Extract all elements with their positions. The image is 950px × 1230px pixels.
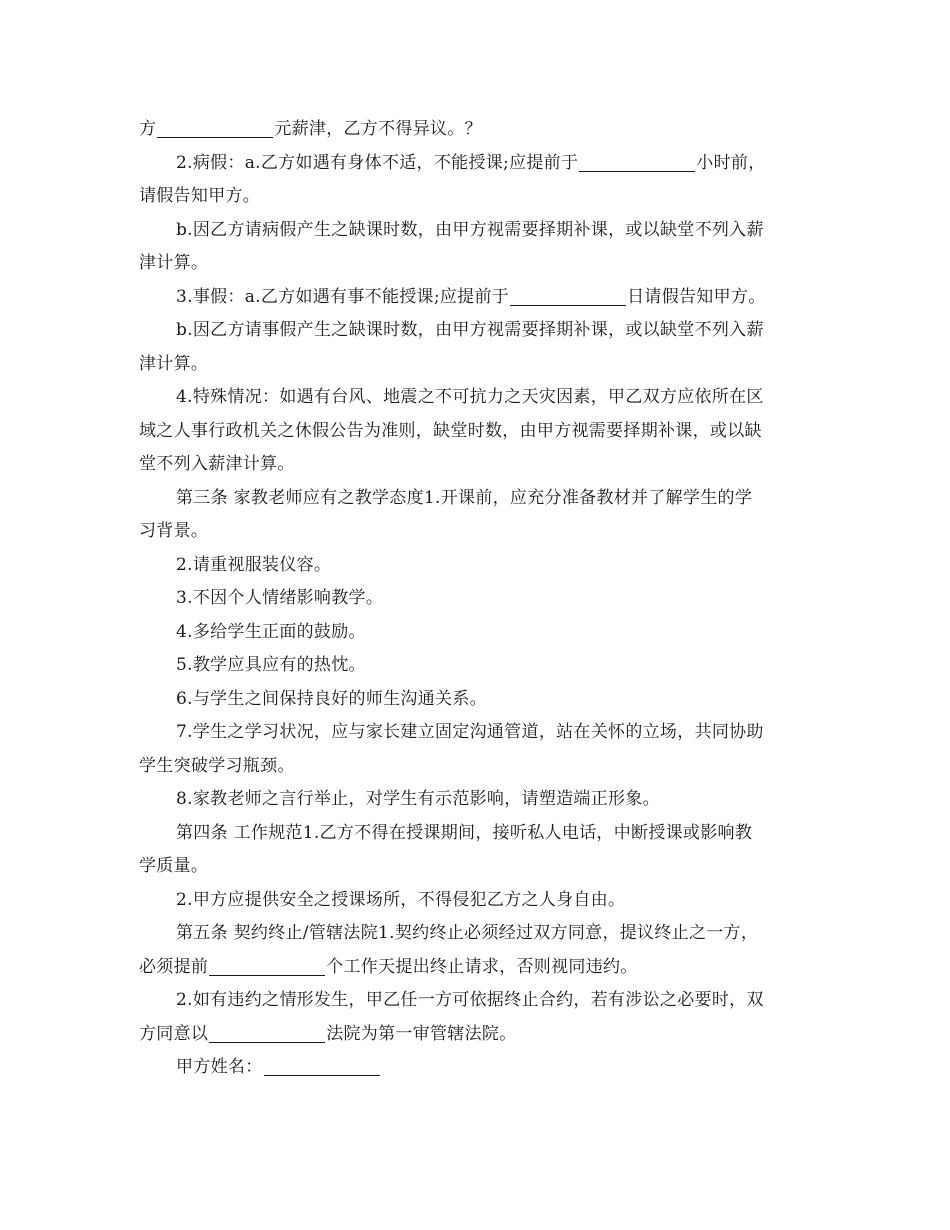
text-segment: 3.不因个人情绪影响教学。: [176, 588, 384, 608]
text-segment: 2.请重视服装仪容。: [176, 554, 332, 575]
text-segment: 津计算。: [139, 353, 209, 374]
text-line: [139, 147, 819, 181]
text-segment: 甲方姓名：: [176, 1057, 263, 1077]
text-segment: 8.家教老师之言行举止，对学生有示范影响，请塑造端正形象。: [176, 789, 660, 809]
fill-in-blank[interactable]: [157, 119, 273, 138]
text-segment: 2.甲方应提供安全之授课场所，不得侵犯乙方之人身自由。: [176, 889, 626, 910]
text-line: [139, 817, 819, 851]
text-line: [139, 884, 819, 918]
text-segment: 2.病假：a.乙方如遇有身体不适，不能授课;应提前于: [176, 152, 579, 173]
text-segment: 法院为第一审管辖法院。: [326, 1023, 517, 1044]
text-segment: 元薪津，乙方不得异议。？: [274, 119, 482, 139]
text-line: [139, 180, 819, 214]
text-segment: 4.多给学生正面的鼓励。: [176, 621, 366, 642]
text-line: [139, 951, 819, 985]
text-segment: 第四条 工作规范1.乙方不得在授课期间，接听私人电话，中断授课或影响教: [176, 822, 753, 843]
text-line: [139, 214, 819, 248]
text-line: [139, 616, 819, 650]
text-line: [139, 750, 819, 784]
text-line: [139, 515, 819, 549]
text-segment: 5.教学应具应有的热忱。: [176, 655, 366, 675]
fill-in-blank[interactable]: [264, 1057, 380, 1076]
text-segment: 第三条 家教老师应有之教学态度1.开课前，应充分准备教材并了解学生的学: [176, 487, 753, 508]
text-line: [139, 381, 819, 415]
fill-in-blank[interactable]: [510, 287, 626, 306]
text-segment: 学质量。: [139, 856, 209, 876]
text-segment: 2.如有违约之情形发生，甲乙任一方可依据终止合约，若有涉讼之必要时，双: [176, 990, 764, 1010]
text-line: [139, 348, 819, 382]
text-segment: 域之人事行政机关之休假公告为准则，缺堂时数，由甲方视需要择期补课，或以缺: [139, 420, 762, 441]
text-segment: 3.事假：a.乙方如遇有事不能授课;应提前于: [176, 286, 510, 307]
text-segment: 堂不列入薪津计算。: [139, 454, 295, 474]
text-line: [139, 247, 819, 281]
text-line: [139, 1018, 819, 1052]
text-segment: 方同意以: [139, 1023, 209, 1044]
contract-body: [139, 113, 819, 1085]
text-segment: 学生突破学习瓶颈。: [139, 755, 295, 776]
fill-in-blank[interactable]: [579, 153, 695, 172]
text-segment: 必须提前: [139, 956, 209, 977]
fill-in-blank[interactable]: [209, 1024, 325, 1043]
text-segment: 方: [139, 119, 157, 139]
text-segment: 7.学生之学习状况，应与家长建立固定沟通管道，站在关怀的立场，共同协助: [176, 722, 764, 742]
text-segment: 习背景。: [139, 521, 209, 541]
text-segment: 第五条 契约终止/管辖法院1.契约终止必须经过双方同意，提议终止之一方，: [176, 923, 759, 943]
text-segment: b.因乙方请事假产生之缺课时数，由甲方视需要择期补课，或以缺堂不列入薪: [176, 320, 764, 340]
text-segment: 4.特殊情况：如遇有台风、地震之不可抗力之天灾因素，甲乙双方应依所在区: [176, 387, 764, 407]
text-line: [139, 683, 819, 717]
text-segment: 日请假告知甲方。: [627, 286, 766, 307]
text-line: [139, 783, 819, 817]
text-line: [139, 549, 819, 583]
text-line: [139, 649, 819, 683]
text-line: [139, 482, 819, 516]
fill-in-blank[interactable]: [209, 957, 325, 976]
text-line: [139, 314, 819, 348]
text-segment: 津计算。: [139, 253, 209, 273]
text-line: [139, 850, 819, 884]
text-segment: 小时前，: [696, 152, 766, 173]
text-line: [139, 716, 819, 750]
text-line: [139, 113, 819, 147]
text-line: [139, 415, 819, 449]
text-line: [139, 281, 819, 315]
text-line: [139, 582, 819, 616]
text-line: [139, 917, 819, 951]
text-line: [139, 1051, 819, 1085]
text-segment: 个工作天提出终止请求，否则视同违约。: [326, 956, 638, 977]
text-segment: 请假告知甲方。: [139, 186, 261, 206]
text-segment: b.因乙方请病假产生之缺课时数，由甲方视需要择期补课，或以缺堂不列入薪: [176, 219, 764, 240]
text-line: [139, 448, 819, 482]
text-segment: 6.与学生之间保持良好的师生沟通关系。: [176, 688, 487, 709]
text-line: [139, 984, 819, 1018]
